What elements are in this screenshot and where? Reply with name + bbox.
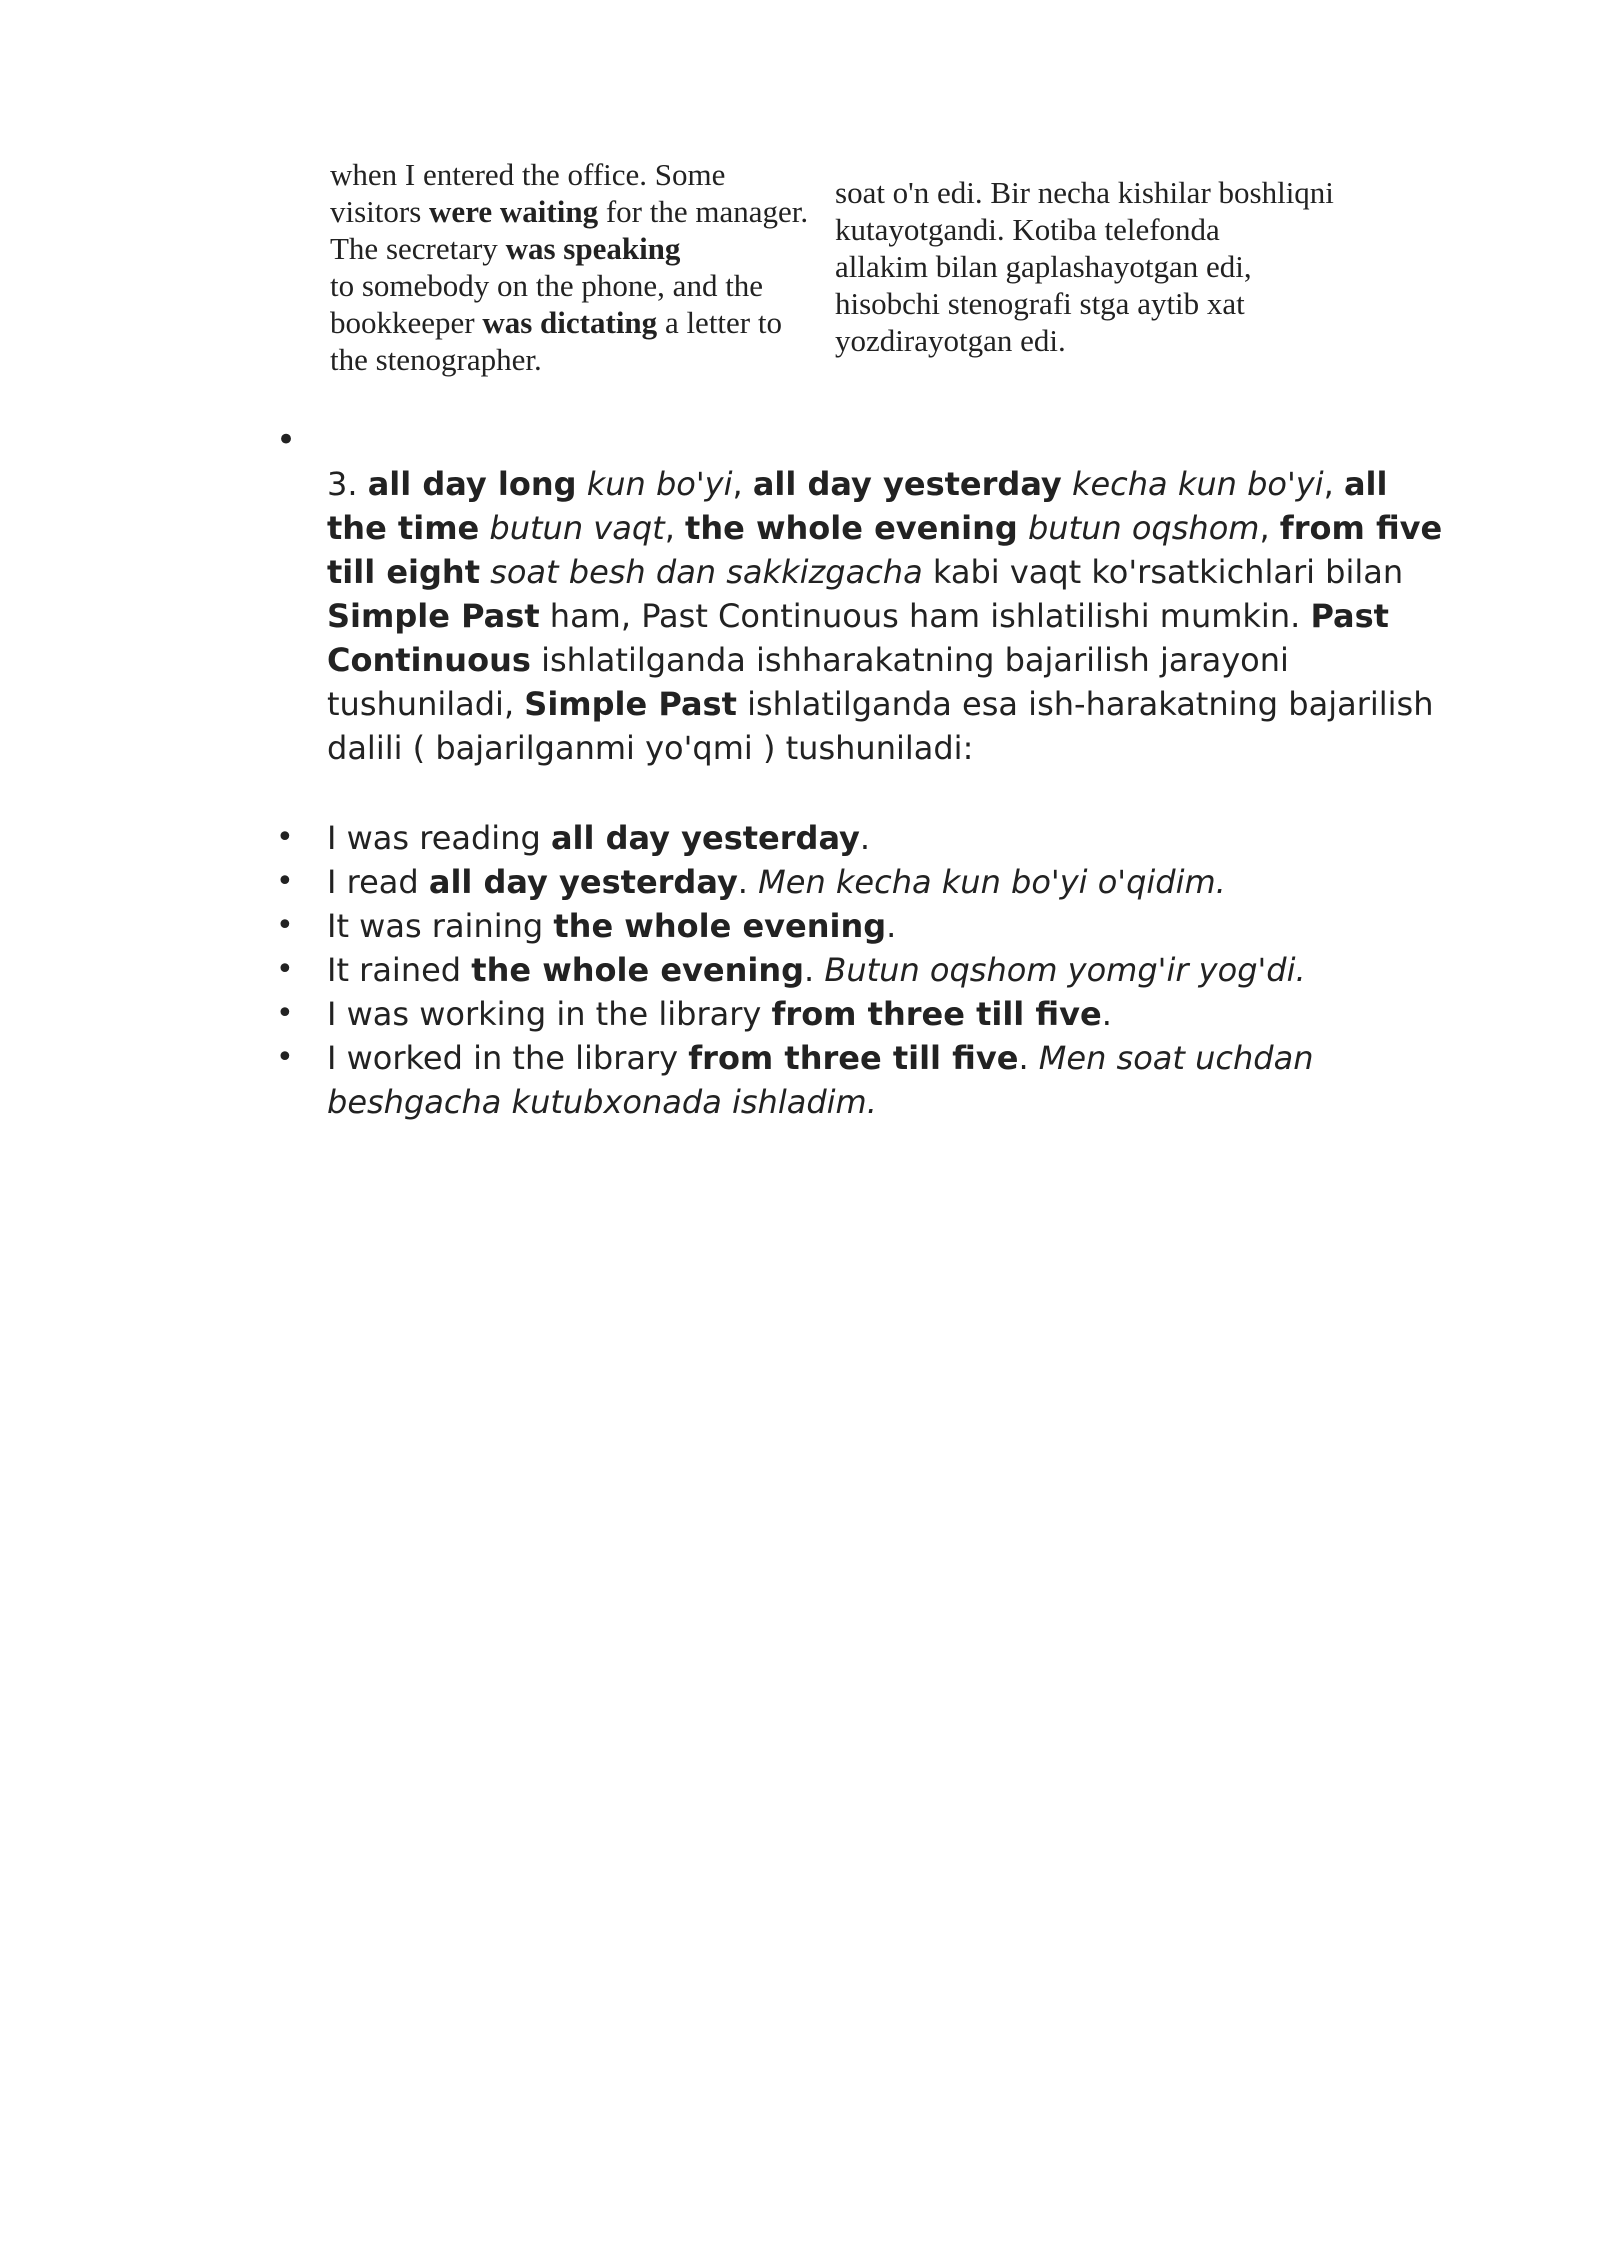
list-item — [276, 948, 1456, 992]
text: I was working in the library — [327, 995, 772, 1033]
emphasis: all day yesterday — [752, 465, 1062, 503]
emphasis: was dictating — [482, 305, 658, 340]
translation: Men soat uchdan beshgacha kutubxonada ishladim. — [327, 1039, 1314, 1121]
empty-bullet: • — [276, 420, 297, 460]
text: . — [886, 907, 897, 945]
text: ishlatilganda ishharakatning bajarilish jarayoni tushuniladi, — [327, 641, 1289, 723]
text: , — [1259, 509, 1280, 547]
uzbek-column — [835, 174, 1395, 359]
text: . — [1018, 1039, 1039, 1077]
text: the stenographer. — [330, 342, 542, 377]
example-list — [276, 816, 1456, 1124]
text: yozdirayotgan edi. — [835, 323, 1066, 358]
list-item — [276, 860, 1456, 904]
text: for the manager. — [598, 194, 809, 229]
emphasis: was speaking — [505, 231, 681, 266]
translation: butun vaqt — [489, 509, 665, 547]
text: hisobchi stenografi stga aytib xat — [835, 286, 1245, 321]
text: I was reading — [327, 819, 551, 857]
text: , — [664, 509, 686, 547]
emphasis: the whole evening — [685, 509, 1018, 547]
translation-table-row — [330, 156, 1430, 386]
bullet: • — [276, 996, 294, 1031]
emphasis: all day yesterday — [550, 819, 860, 857]
text: . — [737, 863, 759, 901]
text: ham, Past Continuous ham ishlatilishi mumkin. — [539, 597, 1311, 635]
bullet: • — [276, 864, 294, 899]
translation: kecha kun bo'yi — [1071, 465, 1324, 503]
text: soat o'n edi. Bir necha kishilar boshliqni — [835, 175, 1334, 210]
text: to somebody on the phone, and the — [330, 268, 764, 303]
text: I worked in the library — [327, 1039, 689, 1077]
text: . — [804, 951, 825, 989]
emphasis: from three till five — [688, 1039, 1019, 1077]
emphasis: the whole evening — [553, 907, 887, 945]
text: bookkeeper — [330, 305, 483, 340]
text — [479, 509, 489, 547]
emphasis: from five till eight — [327, 509, 1443, 591]
text: kutayotgandi. Kotiba telefonda — [835, 212, 1220, 247]
text: 3. — [327, 465, 368, 503]
emphasis: were waiting — [429, 194, 599, 229]
list-item — [276, 816, 1456, 860]
text — [1062, 465, 1072, 503]
bullet: • — [276, 1040, 294, 1075]
text: , — [1323, 465, 1344, 503]
bullet: • — [276, 908, 294, 943]
text: It rained — [327, 951, 472, 989]
text: ishlatilganda esa ish-harakatning bajarilish dalili ( bajarilganmi yo'qmi ) tushuniladi: — [327, 685, 1434, 767]
text — [1018, 509, 1028, 547]
emphasis: all day yesterday — [428, 863, 738, 901]
text: a letter to — [657, 305, 782, 340]
list-item — [276, 992, 1456, 1036]
translation: Butun oqshom yomg'ir yog'di. — [824, 951, 1306, 989]
english-column — [330, 156, 830, 378]
emphasis: Past Continuous — [327, 597, 1389, 679]
emphasis: Simple Past — [327, 597, 540, 635]
text — [480, 553, 490, 591]
text: visitors — [330, 194, 430, 229]
translation: butun oqshom — [1027, 509, 1260, 547]
bullet: • — [276, 820, 294, 855]
emphasis: from three till five — [771, 995, 1102, 1033]
translation: Men kecha kun bo'yi o'qidim. — [758, 863, 1226, 901]
text: The secretary — [330, 231, 506, 266]
bullet: • — [276, 952, 294, 987]
text: . — [859, 819, 871, 857]
text: allakim bilan gaplashayotgan edi, — [835, 249, 1252, 284]
emphasis: Simple Past — [524, 685, 737, 723]
translation: kun bo'yi — [586, 465, 733, 503]
text: , — [732, 465, 753, 503]
text: It was raining — [327, 907, 554, 945]
text: I read — [327, 863, 429, 901]
list-item — [276, 1036, 1456, 1124]
emphasis: the whole evening — [471, 951, 805, 989]
translation: soat besh dan sakkizgacha — [490, 553, 923, 591]
text: . — [1101, 995, 1112, 1033]
emphasis: all the time — [327, 465, 1388, 547]
text: when I entered the office. Some — [330, 157, 726, 192]
text: kabi vaqt ko'rsatkichlari bilan — [922, 553, 1404, 591]
list-item — [276, 904, 1456, 948]
rule-paragraph-3 — [327, 462, 1457, 770]
emphasis: all day long — [367, 465, 577, 503]
text — [577, 465, 587, 503]
